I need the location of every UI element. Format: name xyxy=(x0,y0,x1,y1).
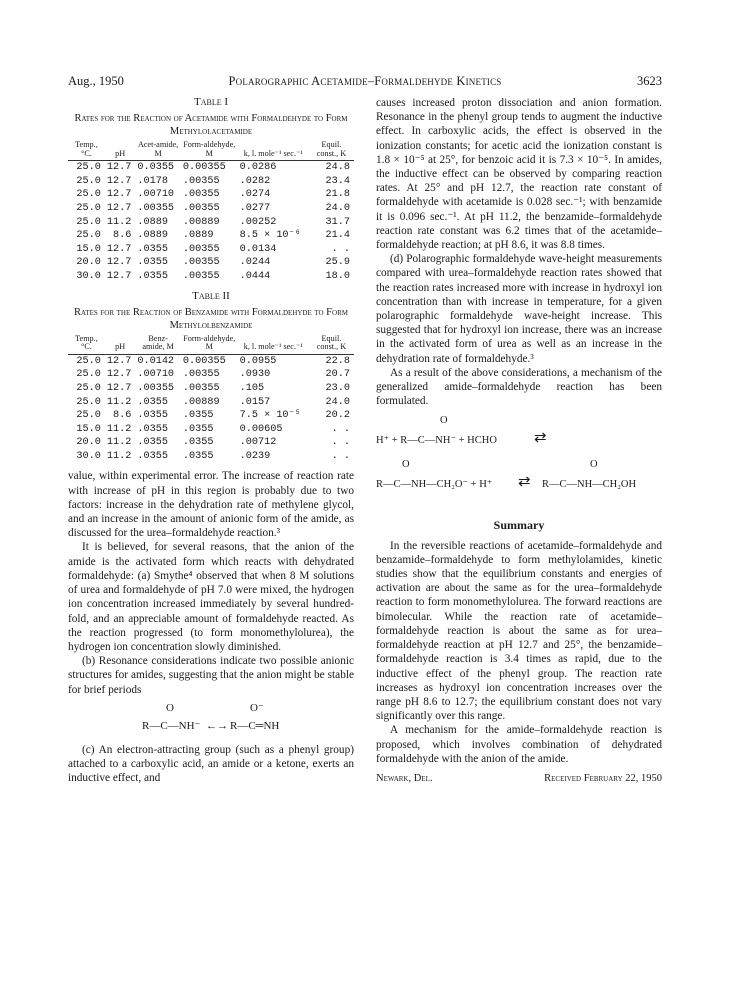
table-cell: 8.6 xyxy=(113,230,132,242)
mechanism-step-2-product: R—C—NH—CH₂OH xyxy=(542,479,637,491)
resonance-structures xyxy=(68,701,354,739)
table-cell: .0355 xyxy=(137,410,168,422)
table-cell: .00252 xyxy=(239,216,277,228)
table-cell: .0282 xyxy=(239,175,271,187)
table-cell: 0.0286 xyxy=(239,162,277,174)
table-cell: .105 xyxy=(239,382,265,394)
table-cell: .0274 xyxy=(239,189,271,201)
table-cell: .0355 xyxy=(137,243,168,255)
table-cell: 25.0 xyxy=(76,369,101,381)
table-cell: 12.7 xyxy=(106,355,132,367)
table-cell: .0889 xyxy=(182,230,214,242)
table-header-cell: Equil. const., K xyxy=(309,140,354,161)
table-row xyxy=(68,202,354,216)
table-row xyxy=(68,229,354,243)
paragraph: value, within experimental error. The increase of reaction rate with increase of pH in this region is probably due to two factors: increase in the dehydration rate of methylene glycol, and an increase in the amount of anionic form of the amide, as discussed for the urea–formaldehyde reaction.³ xyxy=(68,470,354,540)
reaction-mechanism xyxy=(376,414,662,514)
table-cell: 15.0 xyxy=(76,423,101,435)
paragraph: (d) Polarographic formaldehyde wave-height measurements compared with urea–formaldehyde reaction rates showed that the reaction rates increased more with increase in hydroxyl ion concentration than with increase in temperature, for a given polarographic formaldehyde wave-height increase. This suggested that for hydroxyl ion increase, there was an increase in the activated form of urea as well as an increase in the dehydration rate of formaldehyde.³ xyxy=(376,253,662,365)
mechanism-oxygen-label: O xyxy=(402,459,410,471)
table-cell: .0355 xyxy=(137,396,168,408)
table-cell: .00355 xyxy=(137,382,175,394)
table-2-grid xyxy=(68,334,354,464)
paragraph: (b) Resonance considerations indicate two possible anionic structures for amides, suggesting that the anion might be stable for brief periods xyxy=(68,655,354,696)
table-cell: 25.0 xyxy=(76,355,101,367)
table-header-cell: pH xyxy=(105,140,135,161)
table-row xyxy=(68,423,354,437)
table-cell: .0444 xyxy=(239,270,271,282)
equilibrium-arrow: ⇄ xyxy=(518,474,531,491)
table-row xyxy=(68,161,354,175)
table-cell: .0889 xyxy=(137,230,168,242)
paragraph: It is believed, for several reasons, that the anion of the amide is the activated form which reacts with dehydrated formaldehyde: (a) Smythe⁴ observed that when 8 M solutions of urea and formaldehyde of pH 7.0 were mixed, the hydrogen ion concentration increased immediately by several hundred-fold, and an appreciable amount of formaldehyde reacted. As the reaction progressed (to form monomethylolurea), the hydrogen ion concentration slowly diminished. xyxy=(68,541,354,653)
oxide-oxygen-label: O⁻ xyxy=(250,701,264,714)
table-header-cell: Form-aldehyde, M xyxy=(181,334,238,355)
table-cell: 11.2 xyxy=(106,437,132,449)
table-cell: 20.0 xyxy=(76,257,101,269)
table-cell: 12.7 xyxy=(106,162,132,174)
table-1-label: Table I xyxy=(193,96,229,108)
table-cell: 25.0 xyxy=(76,230,101,242)
equilibrium-arrow: ⇄ xyxy=(534,430,547,447)
table-cell: .0355 xyxy=(137,450,168,462)
table-cell: .00355 xyxy=(182,202,220,214)
table-cell: 30.0 xyxy=(76,270,101,282)
table-cell: 25.0 xyxy=(76,410,101,422)
author-location: Newark, Del. xyxy=(376,772,433,784)
table-cell: 0.0134 xyxy=(239,243,277,255)
table-cell: 25.0 xyxy=(76,202,101,214)
table-cell: 25.0 xyxy=(76,396,101,408)
table-cell: 7.5 × 10⁻⁵ xyxy=(239,410,301,422)
table-cell: 25.0 xyxy=(76,189,101,201)
mechanism-step-1: H⁺ + R—C—NH⁻ + HCHO xyxy=(376,435,497,447)
table-cell: .0178 xyxy=(137,175,168,187)
table-cell: . . xyxy=(331,437,350,449)
table-cell: 11.2 xyxy=(106,396,132,408)
table-row xyxy=(68,188,354,202)
table-cell: .0930 xyxy=(239,369,271,381)
table-cell: .0355 xyxy=(137,257,168,269)
table-cell: .0277 xyxy=(239,202,271,214)
table-cell: .00889 xyxy=(182,216,220,228)
table-1-grid xyxy=(68,140,354,284)
table-header-cell: Temp., °C. xyxy=(68,334,105,355)
table-cell: .00710 xyxy=(137,369,175,381)
table-2-caption: Rates for the Reaction of Benzamide with Formaldehyde to Form Methylolbenzamide xyxy=(74,306,348,331)
mechanism-step-2-reactant: R—C—NH—CH₂O⁻ + H⁺ xyxy=(376,479,493,491)
table-row xyxy=(68,396,354,410)
table-cell: .0355 xyxy=(137,437,168,449)
table-cell: 12.7 xyxy=(106,175,132,187)
table-cell: 12.7 xyxy=(106,369,132,381)
table-cell: 12.7 xyxy=(106,243,132,255)
table-cell: 25.0 xyxy=(76,175,101,187)
table-cell: 0.0355 xyxy=(137,162,175,174)
table-cell: 8.6 xyxy=(113,410,132,422)
running-title: Polarographic Acetamide–Formaldehyde Kinetics xyxy=(228,74,502,88)
table-cell: 21.4 xyxy=(325,230,350,242)
table-cell: .00889 xyxy=(182,396,220,408)
table-row xyxy=(68,175,354,189)
table-cell: .0244 xyxy=(239,257,271,269)
table-cell: 0.00355 xyxy=(182,162,226,174)
paragraph: In the reversible reactions of acetamide–formaldehyde and benzamide–formaldehyde to form methylolamides, kinetic studies show that the equilibrium constants and energies of activation are about the same as for the urea–formaldehyde reaction to form monomethylolurea. The forward reactions are bimolecular. While the reaction rate of acetamide–formaldehyde reaction is about the same as for urea–formaldehyde reaction at pH 12.7 and 25°, the benzamide–formaldehyde reaction is 3.4 times as rapid, due to the inductive effect of the phenyl group. The reaction rate increases as hydroxyl ion concentration increases over the range pH 8.6 to 12.7; the equilibrium constant does not vary significantly over this range. xyxy=(376,539,662,723)
table-cell: 21.8 xyxy=(325,189,350,201)
table-row xyxy=(68,382,354,396)
table-cell: 0.0955 xyxy=(239,355,277,367)
table-header-cell: pH xyxy=(105,334,135,355)
table-cell: .0239 xyxy=(239,450,271,462)
table-cell: 25.0 xyxy=(76,162,101,174)
table-cell: 30.0 xyxy=(76,450,101,462)
table-cell: .00355 xyxy=(182,175,220,187)
table-cell: 12.7 xyxy=(106,189,132,201)
table-cell: .0355 xyxy=(182,423,214,435)
table-cell: . . xyxy=(331,450,350,462)
table-header-cell: Acet-amide, M xyxy=(135,140,181,161)
table-cell: 12.7 xyxy=(106,202,132,214)
table-1-caption: Rates for the Reaction of Acetamide with Formaldehyde to Form Methylolacetamide xyxy=(74,113,348,137)
table-cell: 11.2 xyxy=(106,423,132,435)
table-cell: 31.7 xyxy=(325,216,350,228)
table-cell: 12.7 xyxy=(106,270,132,282)
page-number: 3623 xyxy=(637,74,662,88)
table-cell: 24.0 xyxy=(325,202,350,214)
table-cell: 20.2 xyxy=(325,410,350,422)
table-cell: 12.7 xyxy=(106,382,132,394)
table-cell: .00712 xyxy=(239,437,277,449)
table-cell: 20.0 xyxy=(76,437,101,449)
table-row xyxy=(68,354,354,368)
table-header-cell: Form-aldehyde, M xyxy=(181,140,238,161)
table-cell: 11.2 xyxy=(106,450,132,462)
table-cell: 25.0 xyxy=(76,216,101,228)
table-cell: . . xyxy=(331,243,350,255)
table-cell: .0157 xyxy=(239,396,271,408)
received-date: Received February 22, 1950 xyxy=(544,772,662,784)
left-column xyxy=(68,96,354,785)
summary-heading: Summary xyxy=(493,518,545,533)
paragraph: As a result of the above considerations, a mechanism of the generalized amide–formaldehyde reaction has been formulated. xyxy=(376,366,662,408)
table-header-cell: Temp., °C. xyxy=(68,140,105,161)
paragraph: (c) An electron-attracting group (such as a phenyl group) attached to a carboxylic acid, an amide or a ketone, exerts an inductive effect, and xyxy=(68,743,354,785)
table-cell: .00355 xyxy=(182,382,220,394)
table-cell: .00355 xyxy=(182,243,220,255)
table-row xyxy=(68,450,354,464)
table-cell: 0.0142 xyxy=(137,355,175,367)
resonance-arrow: ←→ xyxy=(206,719,228,732)
table-row xyxy=(68,243,354,257)
table-cell: 25.9 xyxy=(325,257,350,269)
table-cell: 0.00605 xyxy=(239,423,283,435)
right-column xyxy=(376,96,662,788)
table-1-header-row xyxy=(68,140,354,161)
table-cell: .0889 xyxy=(137,216,168,228)
table-cell: .0355 xyxy=(182,410,214,422)
table-row xyxy=(68,436,354,450)
table-cell: 23.4 xyxy=(325,175,350,187)
table-cell: 8.5 × 10⁻⁶ xyxy=(239,230,301,242)
table-cell: 12.7 xyxy=(106,257,132,269)
table-row xyxy=(68,216,354,230)
issue-date: Aug., 1950 xyxy=(68,74,124,88)
carbonyl-oxygen-label: O xyxy=(166,701,174,714)
table-cell: .0355 xyxy=(182,450,214,462)
table-cell: 25.0 xyxy=(76,382,101,394)
table-cell: 18.0 xyxy=(325,270,350,282)
table-cell: 24.8 xyxy=(325,162,350,174)
article-footer xyxy=(376,772,662,788)
table-header-cell: Benz-amide, M xyxy=(135,334,181,355)
table-1 xyxy=(68,96,354,284)
table-cell: 23.0 xyxy=(325,382,350,394)
table-cell: 15.0 xyxy=(76,243,101,255)
table-cell: .00355 xyxy=(182,270,220,282)
table-cell: 11.2 xyxy=(106,216,132,228)
table-header-cell: k, l. mole⁻¹ sec.⁻¹ xyxy=(238,334,309,355)
table-cell: 20.7 xyxy=(325,369,350,381)
table-2-header-row xyxy=(68,334,354,355)
table-2 xyxy=(68,290,354,464)
table-cell: .0355 xyxy=(137,423,168,435)
table-cell: .00355 xyxy=(182,257,220,269)
table-cell: . . xyxy=(331,423,350,435)
mechanism-oxygen-label: O xyxy=(590,459,598,471)
table-row xyxy=(68,256,354,270)
table-header-cell: k, l. mole⁻¹ sec.⁻¹ xyxy=(238,140,309,161)
table-row xyxy=(68,409,354,423)
table-row xyxy=(68,368,354,382)
table-cell: .00355 xyxy=(182,189,220,201)
table-cell: 0.00355 xyxy=(182,355,226,367)
table-cell: .0355 xyxy=(137,270,168,282)
paragraph: causes increased proton dissociation and anion formation. Resonance in the phenyl group tends to augment the inductive effect. In carboxylic acids, the effect is observed in the ionization constants; for acetic acid the ionization constant is 1.8 × 10⁻⁵ at 25°, for benzoic acid it is 7.3 × 10⁻⁵. In amides, the inductive effect can be observed by comparing reaction rates. At 25° and pH 12.7, the reaction rate constant of formaldehyde with acetamide is 0.028 sec.⁻¹; with benzamide it is 0.096 sec.⁻¹. At pH 11.2, the benzamide–formaldehyde reaction rate constant was 6.2 times that of the acetamide–formaldehyde reaction; at pH 8.6, it was 8.8 times. xyxy=(376,97,662,252)
running-head xyxy=(68,74,662,92)
table-2-label: Table II xyxy=(192,289,230,302)
paragraph: A mechanism for the amide–formaldehyde reaction is proposed, which involves combination of dehydrated formaldehyde with the anion of the amide. xyxy=(376,724,662,765)
table-row xyxy=(68,270,354,284)
table-cell: .00710 xyxy=(137,189,175,201)
mechanism-oxygen-label: O xyxy=(440,415,448,427)
table-cell: .0355 xyxy=(182,437,214,449)
imidate-anion-structure: R—C═NH xyxy=(230,719,280,732)
table-cell: 24.0 xyxy=(325,396,350,408)
table-header-cell: Equil. const., K xyxy=(309,334,354,355)
table-cell: .00355 xyxy=(182,369,220,381)
table-cell: .00355 xyxy=(137,202,175,214)
amide-anion-structure: R—C—NH⁻ xyxy=(142,719,201,732)
table-cell: 22.8 xyxy=(325,355,350,367)
